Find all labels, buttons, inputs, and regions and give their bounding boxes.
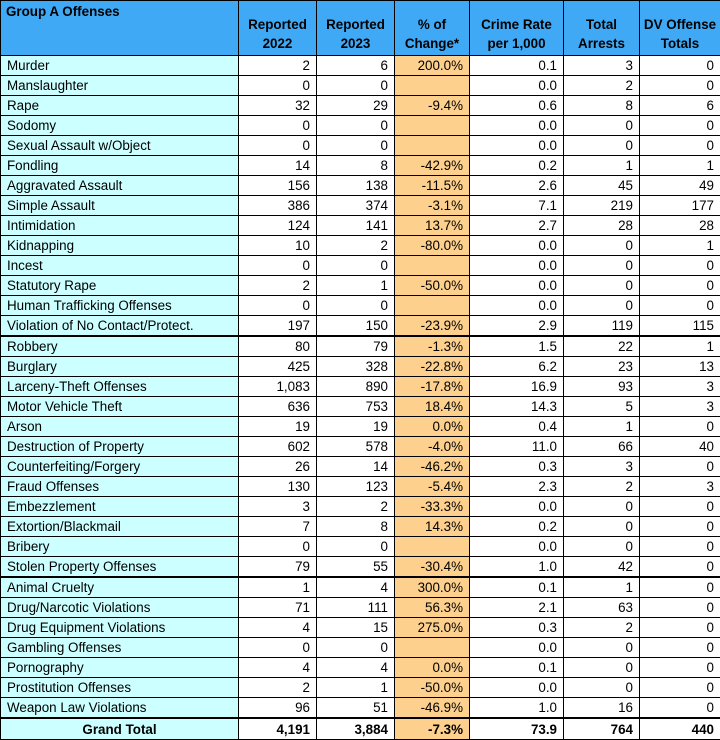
table-row [1,136,720,156]
reported-2023-cell: 0 [317,76,395,96]
total-arrests-cell: 16 [564,698,640,719]
reported-2022-cell: 636 [239,397,317,417]
total-arrests-cell: 66 [564,437,640,457]
dv-offense-total-cell: 0 [640,577,720,598]
percent-change-cell: 0.0% [395,417,470,437]
table-row [1,678,720,698]
percent-change-cell [395,638,470,658]
table-row [1,457,720,477]
total-arrests-cell: 22 [564,336,640,357]
total-arrests-cell: 0 [564,256,640,276]
percent-change-cell [395,116,470,136]
table-row [1,56,720,76]
reported-2022-cell: 0 [239,116,317,136]
percent-change-cell: -4.0% [395,437,470,457]
dv-offense-total-cell: 0 [640,136,720,156]
dv-offense-total-cell: 0 [640,557,720,578]
reported-2022-cell: 0 [239,136,317,156]
offense-name-cell: Larceny-Theft Offenses [1,377,239,397]
offense-name-cell: Burglary [1,357,239,377]
percent-change-cell: 56.3% [395,598,470,618]
crime-rate-cell: 0.0 [470,678,564,698]
total-arrests-cell: 3 [564,457,640,477]
offense-name-cell: Embezzlement [1,497,239,517]
dv-offense-total-cell: 0 [640,116,720,136]
column-header-reported-2022: Reported 2022 [239,1,317,56]
crime-rate-cell: 0.0 [470,116,564,136]
total-arrests-cell: 8 [564,96,640,116]
reported-2022-cell: 130 [239,477,317,497]
offense-name-cell: Human Trafficking Offenses [1,296,239,316]
crime-rate-cell: 0.3 [470,618,564,638]
reported-2023-cell: 55 [317,557,395,578]
dv-offense-total-cell: 0 [640,658,720,678]
reported-2023-cell: 51 [317,698,395,719]
reported-2023-cell: 1 [317,276,395,296]
crime-rate-cell: 2.6 [470,176,564,196]
grand-total-reported-2022: 4,191 [239,718,317,740]
crime-rate-cell: 0.0 [470,276,564,296]
table-row [1,116,720,136]
table-row [1,537,720,557]
percent-change-cell: -50.0% [395,276,470,296]
total-arrests-cell: 63 [564,598,640,618]
total-arrests-cell: 1 [564,417,640,437]
percent-change-cell [395,136,470,156]
table-row [1,658,720,678]
total-arrests-cell: 23 [564,357,640,377]
reported-2022-cell: 425 [239,357,317,377]
dv-offense-total-cell: 3 [640,397,720,417]
total-arrests-cell: 0 [564,517,640,537]
offense-name-cell: Murder [1,56,239,76]
reported-2022-cell: 386 [239,196,317,216]
percent-change-cell [395,256,470,276]
reported-2022-cell: 3 [239,497,317,517]
percent-change-cell: -5.4% [395,477,470,497]
total-arrests-cell: 42 [564,557,640,578]
total-arrests-cell: 5 [564,397,640,417]
reported-2023-cell: 141 [317,216,395,236]
crime-rate-cell: 0.0 [470,497,564,517]
total-arrests-cell: 119 [564,316,640,337]
percent-change-cell: 13.7% [395,216,470,236]
reported-2022-cell: 80 [239,336,317,357]
dv-offense-total-cell: 0 [640,76,720,96]
percent-change-cell: 18.4% [395,397,470,417]
grand-total-reported-2023: 3,884 [317,718,395,740]
dv-offense-total-cell: 0 [640,296,720,316]
crime-rate-cell: 2.3 [470,477,564,497]
reported-2023-cell: 79 [317,336,395,357]
offense-name-cell: Sodomy [1,116,239,136]
total-arrests-cell: 2 [564,76,640,96]
dv-offense-total-cell: 13 [640,357,720,377]
dv-offense-total-cell: 0 [640,517,720,537]
table-row [1,417,720,437]
total-arrests-cell: 93 [564,377,640,397]
reported-2022-cell: 0 [239,296,317,316]
offense-name-cell: Bribery [1,537,239,557]
grand-total-crime-rate: 73.9 [470,718,564,740]
total-arrests-cell: 0 [564,638,640,658]
reported-2022-cell: 14 [239,156,317,176]
table-row [1,256,720,276]
crime-rate-cell: 1.0 [470,698,564,719]
reported-2023-cell: 0 [317,638,395,658]
reported-2023-cell: 0 [317,537,395,557]
crime-rate-cell: 6.2 [470,357,564,377]
table-row [1,477,720,497]
reported-2022-cell: 96 [239,698,317,719]
reported-2023-cell: 0 [317,136,395,156]
offense-name-cell: Weapon Law Violations [1,698,239,719]
dv-offense-total-cell: 0 [640,618,720,638]
grand-total-percent-change: -7.3% [395,718,470,740]
percent-change-cell [395,537,470,557]
table-row [1,336,720,357]
table-row [1,316,720,337]
dv-offense-total-cell: 1 [640,336,720,357]
percent-change-cell: -46.2% [395,457,470,477]
dv-offense-total-cell: 0 [640,417,720,437]
reported-2023-cell: 4 [317,658,395,678]
offense-name-cell: Incest [1,256,239,276]
reported-2022-cell: 4 [239,658,317,678]
reported-2023-cell: 0 [317,256,395,276]
header-row [1,1,720,56]
offense-name-cell: Drug/Narcotic Violations [1,598,239,618]
reported-2022-cell: 1 [239,577,317,598]
percent-change-cell: -30.4% [395,557,470,578]
offense-name-cell: Gambling Offenses [1,638,239,658]
reported-2022-cell: 124 [239,216,317,236]
percent-change-cell: -1.3% [395,336,470,357]
offense-name-cell: Counterfeiting/Forgery [1,457,239,477]
reported-2023-cell: 6 [317,56,395,76]
crime-rate-cell: 0.1 [470,56,564,76]
reported-2022-cell: 197 [239,316,317,337]
offense-name-cell: Kidnapping [1,236,239,256]
offense-name-cell: Intimidation [1,216,239,236]
crime-rate-cell: 2.7 [470,216,564,236]
column-header-offense: Group A Offenses [1,1,239,56]
dv-offense-total-cell: 0 [640,537,720,557]
dv-offense-total-cell: 49 [640,176,720,196]
crime-rate-cell: 0.1 [470,577,564,598]
reported-2023-cell: 0 [317,116,395,136]
total-arrests-cell: 0 [564,537,640,557]
percent-change-cell: 300.0% [395,577,470,598]
total-arrests-cell: 2 [564,477,640,497]
offense-name-cell: Motor Vehicle Theft [1,397,239,417]
offense-name-cell: Violation of No Contact/Protect. [1,316,239,337]
dv-offense-total-cell: 0 [640,698,720,719]
offense-name-cell: Manslaughter [1,76,239,96]
percent-change-cell: 200.0% [395,56,470,76]
reported-2022-cell: 7 [239,517,317,537]
column-header-dv-offense-totals: DV Offense Totals [640,1,720,56]
dv-offense-total-cell: 1 [640,236,720,256]
total-arrests-cell: 0 [564,136,640,156]
reported-2022-cell: 0 [239,76,317,96]
total-arrests-cell: 1 [564,156,640,176]
table-row [1,497,720,517]
total-arrests-cell: 0 [564,116,640,136]
offense-name-cell: Statutory Rape [1,276,239,296]
reported-2023-cell: 2 [317,236,395,256]
table-row [1,357,720,377]
crime-rate-cell: 0.1 [470,658,564,678]
total-arrests-cell: 0 [564,276,640,296]
table-body [1,56,720,719]
crime-rate-cell: 0.0 [470,537,564,557]
dv-offense-total-cell: 0 [640,256,720,276]
total-arrests-cell: 219 [564,196,640,216]
reported-2023-cell: 150 [317,316,395,337]
crime-rate-cell: 0.0 [470,296,564,316]
reported-2022-cell: 79 [239,557,317,578]
offense-name-cell: Fraud Offenses [1,477,239,497]
percent-change-cell: -11.5% [395,176,470,196]
offense-name-cell: Drug Equipment Violations [1,618,239,638]
total-arrests-cell: 0 [564,296,640,316]
offense-name-cell: Rape [1,96,239,116]
table-row [1,176,720,196]
crime-rate-cell: 0.2 [470,156,564,176]
percent-change-cell: 0.0% [395,658,470,678]
reported-2022-cell: 26 [239,457,317,477]
reported-2022-cell: 602 [239,437,317,457]
table-row [1,698,720,719]
grand-total-row [1,718,720,740]
crime-rate-cell: 0.0 [470,236,564,256]
reported-2023-cell: 29 [317,96,395,116]
reported-2023-cell: 19 [317,417,395,437]
dv-offense-total-cell: 0 [640,56,720,76]
table-row [1,598,720,618]
table-row [1,296,720,316]
table-row [1,437,720,457]
column-header-crime-rate: Crime Rate per 1,000 [470,1,564,56]
percent-change-cell: -42.9% [395,156,470,176]
crime-rate-cell: 7.1 [470,196,564,216]
crime-rate-cell: 16.9 [470,377,564,397]
offense-name-cell: Aggravated Assault [1,176,239,196]
percent-change-cell: -80.0% [395,236,470,256]
table-row [1,216,720,236]
offense-name-cell: Sexual Assault w/Object [1,136,239,156]
table-row [1,156,720,176]
reported-2023-cell: 890 [317,377,395,397]
offense-name-cell: Destruction of Property [1,437,239,457]
percent-change-cell: 14.3% [395,517,470,537]
offense-name-cell: Prostitution Offenses [1,678,239,698]
reported-2022-cell: 19 [239,417,317,437]
dv-offense-total-cell: 28 [640,216,720,236]
percent-change-cell: -9.4% [395,96,470,116]
reported-2023-cell: 15 [317,618,395,638]
crime-rate-cell: 0.3 [470,457,564,477]
percent-change-cell: -33.3% [395,497,470,517]
total-arrests-cell: 0 [564,658,640,678]
reported-2022-cell: 0 [239,638,317,658]
dv-offense-total-cell: 0 [640,457,720,477]
dv-offense-total-cell: 0 [640,276,720,296]
total-arrests-cell: 45 [564,176,640,196]
crime-rate-cell: 0.0 [470,76,564,96]
percent-change-cell: -22.8% [395,357,470,377]
total-arrests-cell: 2 [564,618,640,638]
offense-name-cell: Robbery [1,336,239,357]
column-header-total-arrests: Total Arrests [564,1,640,56]
reported-2023-cell: 14 [317,457,395,477]
offense-name-cell: Animal Cruelty [1,577,239,598]
reported-2023-cell: 328 [317,357,395,377]
percent-change-cell: -50.0% [395,678,470,698]
reported-2023-cell: 138 [317,176,395,196]
percent-change-cell: -17.8% [395,377,470,397]
reported-2023-cell: 111 [317,598,395,618]
reported-2022-cell: 4 [239,618,317,638]
table-row [1,397,720,417]
total-arrests-cell: 3 [564,56,640,76]
crime-rate-cell: 14.3 [470,397,564,417]
table-row [1,377,720,397]
percent-change-cell: -46.9% [395,698,470,719]
reported-2023-cell: 8 [317,517,395,537]
crime-rate-cell: 2.1 [470,598,564,618]
dv-offense-total-cell: 0 [640,678,720,698]
reported-2023-cell: 578 [317,437,395,457]
dv-offense-total-cell: 177 [640,196,720,216]
reported-2023-cell: 8 [317,156,395,176]
crime-rate-cell: 0.0 [470,638,564,658]
crime-rate-cell: 0.0 [470,136,564,156]
percent-change-cell [395,296,470,316]
table-row [1,196,720,216]
table-row [1,517,720,537]
table-row [1,76,720,96]
column-header-reported-2023: Reported 2023 [317,1,395,56]
reported-2023-cell: 2 [317,497,395,517]
dv-offense-total-cell: 115 [640,316,720,337]
percent-change-cell: -3.1% [395,196,470,216]
table-row [1,236,720,256]
table-row [1,96,720,116]
dv-offense-total-cell: 0 [640,497,720,517]
table-row [1,557,720,578]
reported-2022-cell: 0 [239,537,317,557]
offense-name-cell: Fondling [1,156,239,176]
reported-2023-cell: 753 [317,397,395,417]
offense-name-cell: Extortion/Blackmail [1,517,239,537]
table-row [1,618,720,638]
reported-2022-cell: 10 [239,236,317,256]
dv-offense-total-cell: 40 [640,437,720,457]
reported-2023-cell: 123 [317,477,395,497]
grand-total-arrests: 764 [564,718,640,740]
crime-rate-cell: 0.6 [470,96,564,116]
table-row [1,638,720,658]
table-row [1,276,720,296]
column-header-percent-change: % of Change* [395,1,470,56]
crime-rate-cell: 1.5 [470,336,564,357]
offense-name-cell: Arson [1,417,239,437]
reported-2022-cell: 32 [239,96,317,116]
dv-offense-total-cell: 0 [640,638,720,658]
reported-2023-cell: 374 [317,196,395,216]
reported-2022-cell: 2 [239,56,317,76]
crime-rate-cell: 11.0 [470,437,564,457]
percent-change-cell [395,76,470,96]
reported-2022-cell: 2 [239,678,317,698]
percent-change-cell: 275.0% [395,618,470,638]
crime-rate-cell: 0.2 [470,517,564,537]
dv-offense-total-cell: 1 [640,156,720,176]
grand-total-dv-offenses: 440 [640,718,720,740]
grand-total-label: Grand Total [1,718,239,740]
reported-2022-cell: 71 [239,598,317,618]
reported-2022-cell: 2 [239,276,317,296]
crime-rate-cell: 0.0 [470,256,564,276]
reported-2022-cell: 0 [239,256,317,276]
crime-rate-cell: 2.9 [470,316,564,337]
crime-rate-cell: 1.0 [470,557,564,578]
total-arrests-cell: 0 [564,236,640,256]
percent-change-cell: -23.9% [395,316,470,337]
dv-offense-total-cell: 3 [640,477,720,497]
total-arrests-cell: 0 [564,497,640,517]
dv-offense-total-cell: 6 [640,96,720,116]
reported-2023-cell: 4 [317,577,395,598]
crime-rate-cell: 0.4 [470,417,564,437]
total-arrests-cell: 1 [564,577,640,598]
reported-2023-cell: 0 [317,296,395,316]
dv-offense-total-cell: 3 [640,377,720,397]
total-arrests-cell: 28 [564,216,640,236]
reported-2022-cell: 1,083 [239,377,317,397]
offense-name-cell: Pornography [1,658,239,678]
reported-2022-cell: 156 [239,176,317,196]
reported-2023-cell: 1 [317,678,395,698]
total-arrests-cell: 0 [564,678,640,698]
offense-name-cell: Simple Assault [1,196,239,216]
offense-name-cell: Stolen Property Offenses [1,557,239,578]
dv-offense-total-cell: 0 [640,598,720,618]
table-row [1,577,720,598]
